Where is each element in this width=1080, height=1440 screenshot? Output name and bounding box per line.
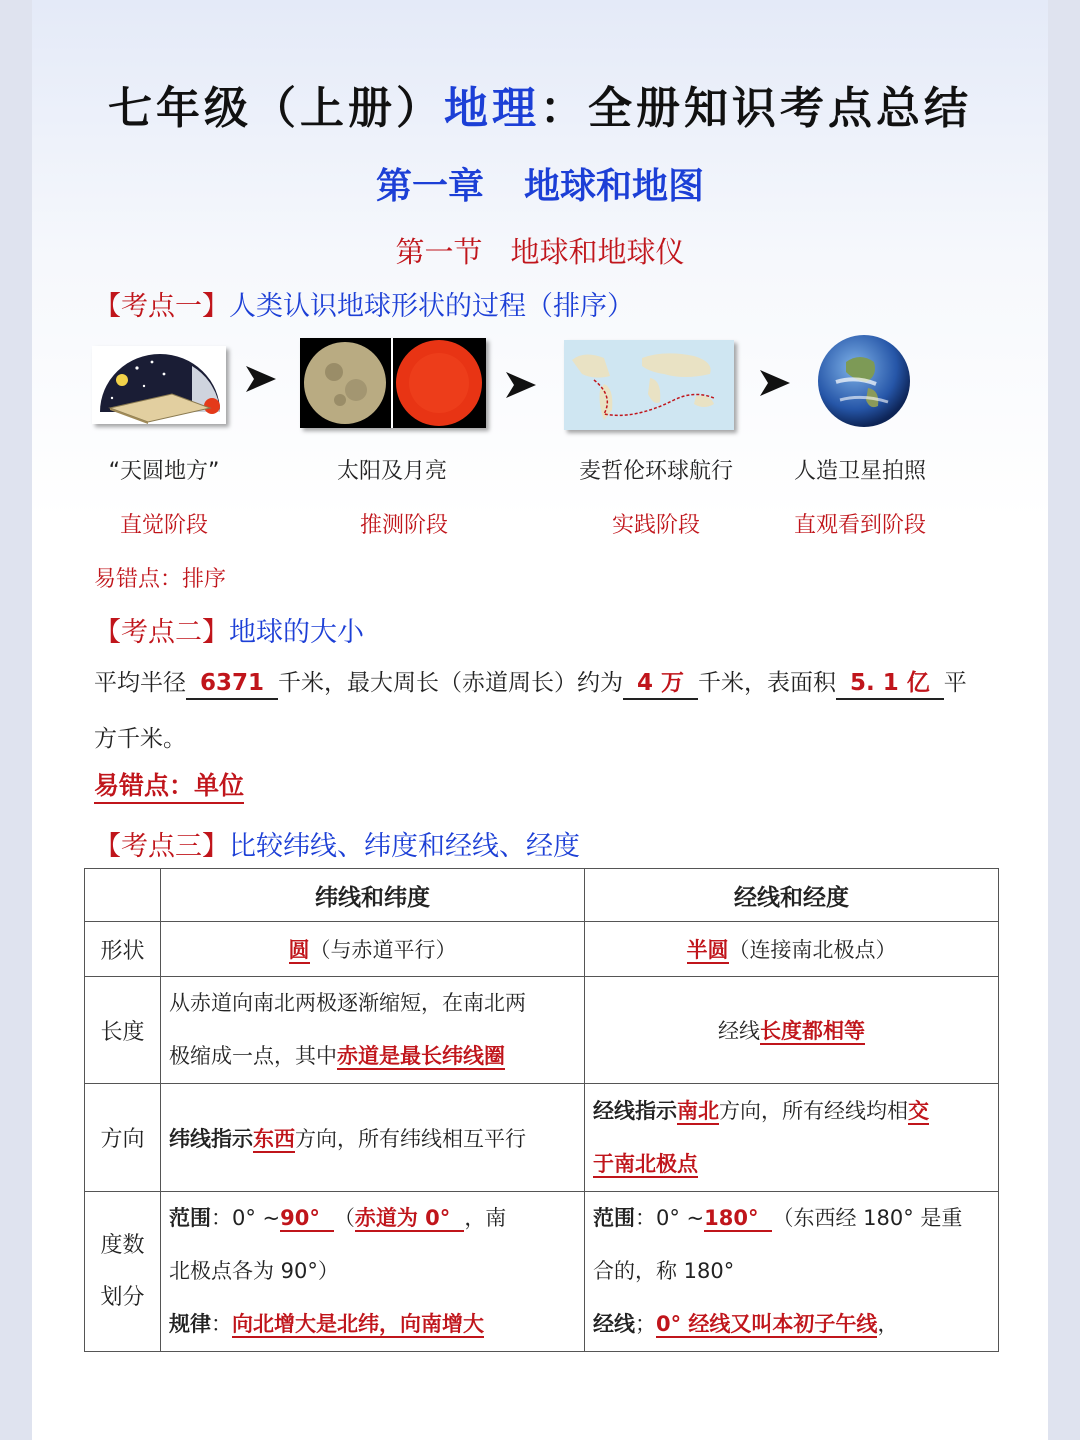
kp1-note: 易错点：排序 (94, 567, 227, 592)
kp2-heading: 【考点二】地球的大小 (94, 617, 364, 648)
table-cell: 半圆（连接南北极点） (585, 922, 999, 977)
table-row (85, 1084, 999, 1192)
stage-caption: 麦哲伦环球航行 (578, 459, 733, 484)
stage-name: 直观看到阶段 (793, 513, 926, 538)
stage-caption: 太阳及月亮 (336, 459, 447, 484)
sky-dome-icon (92, 346, 226, 424)
arrow-right-icon (244, 362, 278, 396)
kp3-heading: 【考点三】比较纬线、纬度和经线、经度 (94, 831, 580, 862)
table-corner (85, 869, 161, 922)
section-heading: 第一节 地球和地球仪 (395, 235, 685, 269)
table-row (85, 977, 999, 1084)
stage-caption: 人造卫星拍照 (793, 459, 926, 484)
stage-name: 推测阶段 (359, 513, 448, 538)
table-header-latitude: 纬线和纬度 (161, 869, 585, 922)
row-label: 度数 划分 (85, 1192, 161, 1352)
table-cell: 经线长度都相等 (585, 977, 999, 1084)
row-label: 形状 (85, 922, 161, 977)
table-cell: 纬线指示东西方向，所有纬线相互平行 (161, 1084, 585, 1192)
kp1-heading: 【考点一】人类认识地球形状的过程（排序） (94, 291, 634, 322)
stage-name: 实践阶段 (611, 513, 700, 538)
table-header-longitude: 经线和经度 (585, 869, 999, 922)
page-title: 七年级（上册）地理：全册知识考点总结 (108, 83, 972, 134)
table-header-row (85, 869, 999, 922)
table-cell: 从赤道向南北两极逐渐缩短，在南北两 极缩成一点，其中赤道是最长纬线圈 (161, 977, 585, 1084)
stage-name: 直觉阶段 (119, 513, 208, 538)
table-row (85, 1192, 999, 1352)
table-cell: 范围：0° ~90° （赤道为 0° ，南 北极点各为 90°） 规律：向北增大是北纬，向南增大 (161, 1192, 585, 1352)
world-map-icon (564, 340, 734, 430)
earth-size-line1: 平均半径 6371 千米，最大周长（赤道周长）约为 4 万 千米，表面积 5. 1 亿 平 (94, 664, 967, 700)
table-cell: 范围：0° ~180° （东西经 180° 是重 合的，称 180° 经线；0° 经线又叫本初子午线， (585, 1192, 999, 1352)
chapter-heading: 第一章 地球和地图 (375, 166, 705, 207)
earth-size-line2: 方千米。 (94, 726, 186, 752)
row-label: 长度 (85, 977, 161, 1084)
arrow-right-icon (504, 368, 538, 402)
earth-globe-icon (816, 332, 912, 430)
stage-caption: “天圆地方” (108, 459, 220, 484)
row-label: 方向 (85, 1084, 161, 1192)
table-cell: 经线指示南北方向，所有经线均相交 于南北极点 (585, 1084, 999, 1192)
table-row (85, 922, 999, 977)
comparison-table (84, 868, 999, 1352)
table-cell: 圆（与赤道平行） (161, 922, 585, 977)
kp2-note: 易错点：单位 (94, 770, 244, 804)
arrow-right-icon (758, 366, 792, 400)
sun-moon-icon (300, 338, 486, 428)
